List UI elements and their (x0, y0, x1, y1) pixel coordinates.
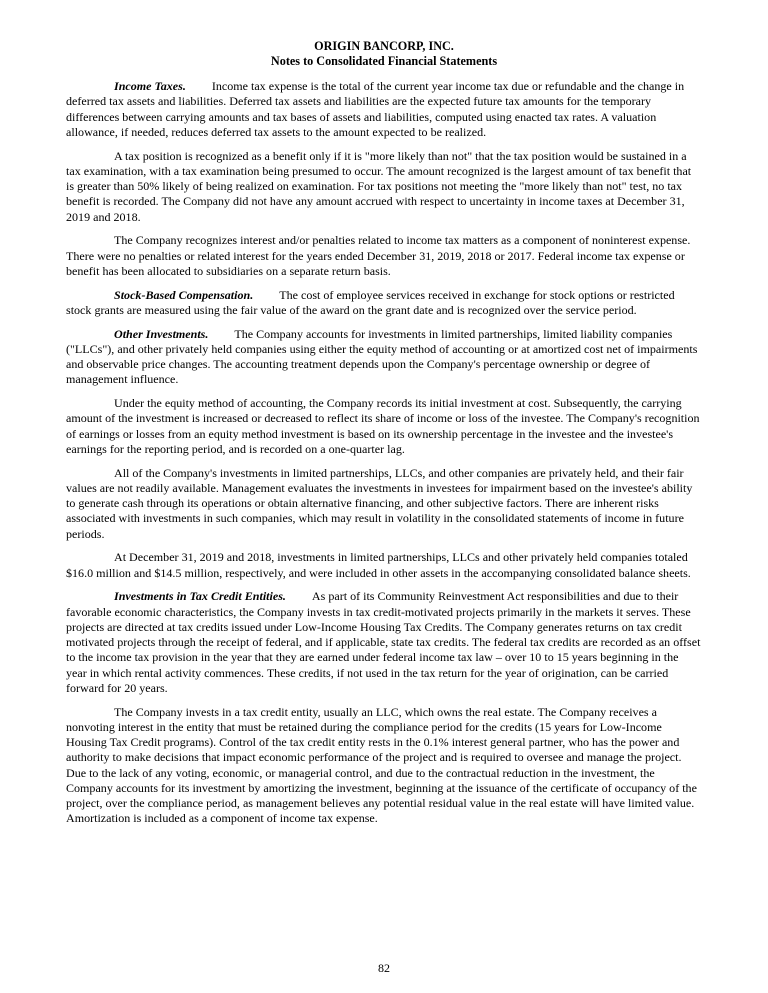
notes-body (66, 79, 702, 835)
section-heading: Other Investments. (114, 326, 209, 341)
paragraph-text: As part of its Community Reinvestment Act responsibilities and due to their favorable economic characteristics, the Company invests in tax credit-motivated projects primarily in the markets it serves. These projects are directed at tax credits issued under Low-Income Housing Tax Credits. The Company generates returns on tax credit motivated projects through the receipt of federal, and if applicable, state tax credits. The federal tax credits are recorded as an offset to the income tax provision in the year that they are earned under federal income tax law – over 10 to 15 years beginning in the year in which rental activity commences. These credits, if not used in the tax return for the year of origination, can be carried forward for 20 years. (66, 589, 701, 695)
paragraph-other-investments (66, 327, 702, 388)
paragraph-income-taxes (66, 79, 702, 140)
page-number: 82 (378, 961, 390, 975)
paragraph-tax-position (66, 149, 702, 225)
page-header (0, 39, 768, 69)
paragraph-text: Under the equity method of accounting, the Company records its initial investment at cost. Subsequently, the carrying amount of the investment is increased or decreased to reflect its share of income or loss of the investee. The Company's recognition of earnings or losses from an equity method investment is based on its ownership percentage in the investee and the investee's earnings for the reporting period, and is recorded on a one-quarter lag. (66, 396, 700, 456)
section-heading: Investments in Tax Credit Entities. (114, 589, 286, 604)
paragraph-text: The cost of employee services received in exchange for stock options or restricted stock grants are measured using the fair value of the award on the grant date and is recognized over the service period. (66, 287, 675, 317)
paragraph-privately-held (66, 466, 702, 542)
company-name: ORIGIN BANCORP, INC. (314, 39, 454, 53)
paragraph-investment-totals (66, 550, 702, 581)
section-heading: Income Taxes. (114, 79, 186, 93)
document-subtitle: Notes to Consolidated Financial Statements (270, 54, 498, 68)
paragraph-text: The Company recognizes interest and/or penalties related to income tax matters as a component of noninterest expense. There were no penalties or related interest for the years ended December 31, 2019, 2018 or 2017. Federal income tax expense or benefit has been allocated to subsidiaries on a separate return basis. (66, 233, 691, 278)
paragraph-stock-based-compensation (66, 288, 702, 319)
paragraph-equity-method (66, 396, 702, 457)
paragraph-interest-penalties (66, 233, 702, 279)
section-heading: Stock-Based Compensation. (114, 287, 254, 302)
paragraph-text: The Company invests in a tax credit entity, usually an LLC, which owns the real estate. The Company receives a nonvoting interest in the entity that must be retained during the compliance period for the credits (15 years for Low-Income Housing Tax Credit programs). Control of the tax credit entity rests in the 0.1% interest general partner, who has the power and authority to make decisions that impact economic performance of the project and is required to oversee and manage the project. Due to the lack of any voting, economic, or managerial control, and due to the contractual reduction in the investment, the Company accounts for its investment by amortizing the investment, beginning at the issuance of the certificate of occupancy of the project, over the compliance period, as management believes any potential residual value in the real estate will have limited value. Amortization is included as a component of income tax expense. (66, 704, 697, 826)
paragraph-text: A tax position is recognized as a benefit only if it is "more likely than not" that the tax position would be sustained in a tax examination, with a tax examination being presumed to occur. The amount recognized is the largest amount of tax benefit that is greater than 50% likely of being realized on examination. For tax positions not meeting the "more likely than not" test, no tax benefit is recorded. The Company did not have any amount accrued with respect to uncertainty in income taxes at December 31, 2019 and 2018. (66, 148, 692, 224)
paragraph-text: All of the Company's investments in limited partnerships, LLCs, and other companies are privately held, and their fair values are not readily available. Management evaluates the investments in investees for impairment based on the investee's ability to generate cash through its operations or obtain alternative financing, and other subjective factors. There are inherent risks associated with investments in such companies, which may result in volatility in the consolidated statements of income in future periods. (66, 465, 693, 541)
paragraph-text: At December 31, 2019 and 2018, investments in limited partnerships, LLCs and other privately held companies totaled $16.0 million and $14.5 million, respectively, and were included in other assets in the accompanying consolidated balance sheets. (66, 550, 691, 580)
paragraph-text: Income tax expense is the total of the current year income tax due or refundable and the change in deferred tax assets and liabilities. Deferred tax assets and liabilities are the expected future tax amounts for the temporary differences between carrying amounts and tax bases of assets and liabilities, computed using enacted tax rates. A valuation allowance, if needed, reduces deferred tax assets to the amount expected to be realized. (66, 79, 685, 139)
paragraph-tax-credit-entities (66, 589, 702, 696)
paragraph-tax-credit-llc (66, 705, 702, 827)
paragraph-text: The Company accounts for investments in limited partnerships, limited liability companies ("LLCs"), and other privately held companies using either the equity method of accounting or at amortized cost net of impairments and observable price changes. The accounting treatment depends upon the Company's percentage ownership or degree of management influence. (66, 326, 698, 387)
